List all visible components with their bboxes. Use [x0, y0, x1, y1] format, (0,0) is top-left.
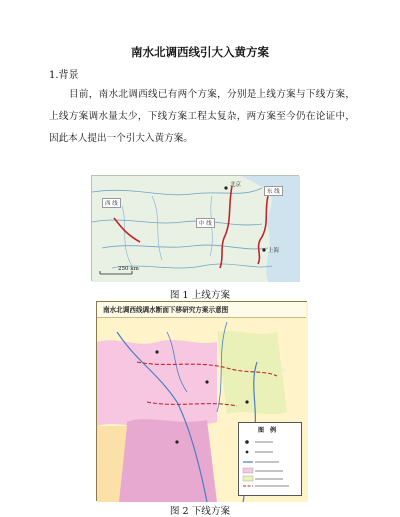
- figure-1-map: [91, 175, 299, 281]
- middle-route-label: 中 线: [196, 218, 215, 228]
- document-title: 南水北调西线引大入黄方案: [131, 45, 269, 59]
- west-route-label: 西 线: [102, 198, 121, 208]
- beijing-label: 北京: [230, 182, 242, 188]
- east-route-label: 东 线: [264, 186, 283, 196]
- section-heading: 1.背景: [49, 70, 79, 81]
- body-paragraph: 目前，南水北调西线已有两个方案，分别是上线方案与下线方案，上线方案调水量太少，下线方案工程太复杂，两方案至今仍在论证中，因此本人提出一个引大入黄方案。: [49, 89, 355, 144]
- figure-1-caption: 图 1 上线方案: [169, 290, 231, 301]
- figure-2-caption: 图 2 下线方案: [169, 506, 231, 517]
- figure-2-title: 南水北调西线调水断面下移研究方案示意图: [97, 302, 306, 318]
- shanghai-label: 上海: [268, 248, 280, 254]
- legend-symbols: [239, 434, 301, 492]
- scale-label: 250 km: [118, 266, 139, 272]
- legend-title: 图例: [257, 427, 282, 434]
- figure-2-map: [96, 301, 307, 501]
- figure-2-legend: [238, 422, 302, 496]
